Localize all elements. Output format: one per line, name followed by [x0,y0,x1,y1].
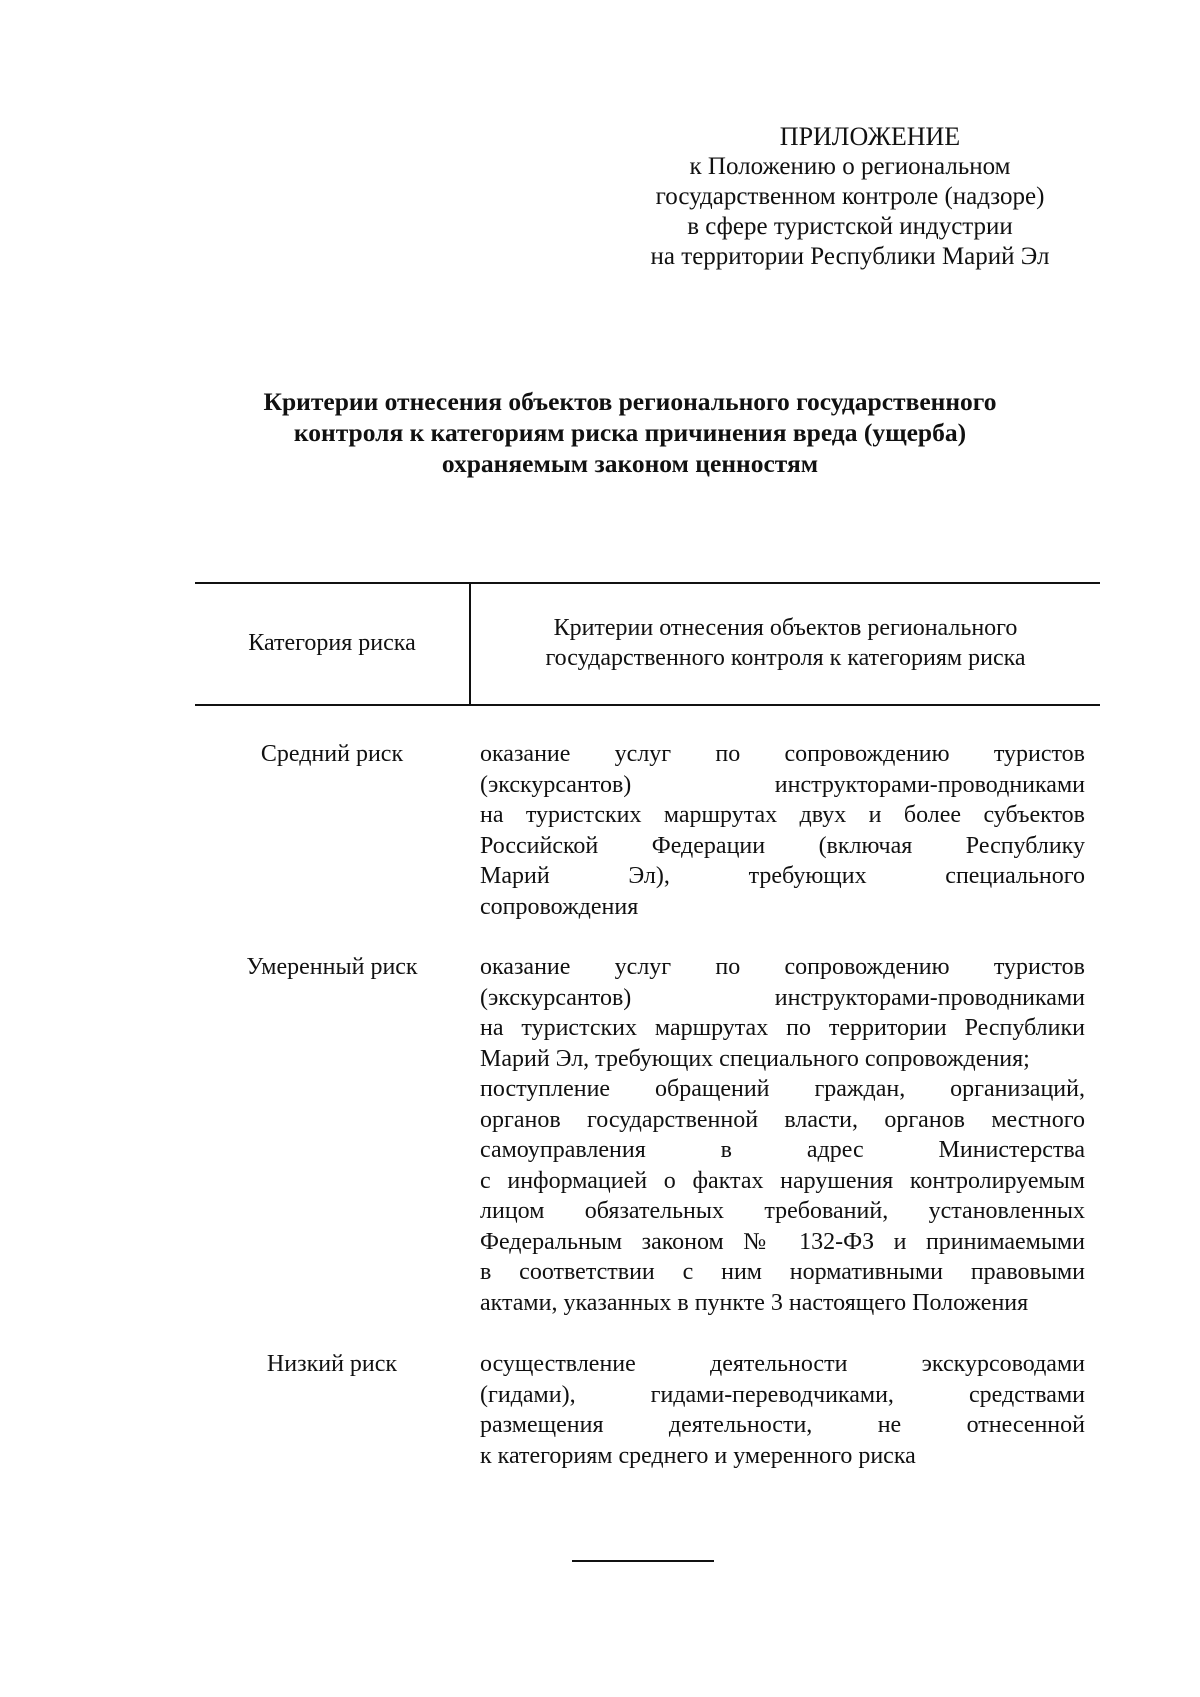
appendix-line: к Положению о региональном [689,153,1011,180]
criteria-line: (гидами), гидами-переводчиками, средствами [480,1381,1085,1408]
title-line: Критерии отнесения объектов регионального государственного [263,387,997,416]
appendix-block [600,122,1100,272]
criteria-line: (экскурсантов) инструкторами-проводниками [480,771,1085,798]
criteria-line: в соответствии с ним нормативными правовыми [480,1259,1085,1285]
criteria-line: органов государственной власти, органов местного [480,1106,1085,1133]
criteria-line: сопровождения [480,893,639,920]
risk-criteria [480,739,1085,922]
criteria-line: на туристских маршрутах двух и более субъектов [480,802,1085,828]
criteria-line: поступление обращений граждан, организаций, [480,1076,1085,1102]
criteria-line: размещения деятельности, не отнесенной [480,1412,1085,1438]
criteria-line: Марий Эл, требующих специального сопровождения; [480,1045,1030,1072]
title-line: охраняемым законом ценностям [441,449,819,478]
header-category-label: Категория риска [248,630,416,656]
criteria-line: осуществление деятельности экскурсоводами [480,1351,1085,1377]
criteria-line: оказание услуг по сопровождению туристов [480,954,1085,980]
risk-category: Умеренный риск [246,954,418,980]
appendix-line: государственном контроле (надзоре) [655,183,1045,210]
criteria-line: оказание услуг по сопровождению туристов [480,741,1085,767]
appendix-line: на территории Республики Марий Эл [650,243,1050,270]
header-criteria-line: государственного контроля к категориям риска [545,645,1026,671]
risk-criteria [480,952,1085,1318]
criteria-line: на туристских маршрутах по территории Республики [480,1015,1085,1041]
criteria-line: Марий Эл), требующих специального [480,863,1085,889]
criteria-line: лицом обязательных требований, установленных [480,1198,1085,1224]
header-criteria-line: Критерии отнесения объектов регионального [553,615,1018,641]
appendix-line: в сфере туристской индустрии [687,213,1013,240]
risk-category: Низкий риск [266,1351,398,1377]
criteria-line: актами, указанных в пункте 3 настоящего Положения [480,1289,1029,1316]
header-bottom-rule [195,704,1100,706]
risk-category: Средний риск [260,741,404,767]
header-category [195,582,469,704]
risk-criteria [480,1349,1085,1471]
criteria-line: Федеральным законом № 132-ФЗ и принимаемыми [480,1228,1085,1255]
criteria-line: Российской Федерации (включая Республику [480,832,1085,859]
criteria-line: самоуправления в адрес Министерства [480,1137,1085,1163]
criteria-line: к категориям среднего и умеренного риска [480,1442,916,1469]
header-criteria [471,582,1100,704]
title-line: контроля к категориям риска причинения вреда (ущерба) [293,418,967,447]
end-of-document-rule [572,1560,714,1562]
criteria-line: с информацией о фактах нарушения контролируемым [480,1167,1085,1194]
criteria-line: (экскурсантов) инструкторами-проводниками [480,984,1085,1011]
appendix-heading: ПРИЛОЖЕНИЕ [779,122,961,151]
document-title [190,386,1070,479]
